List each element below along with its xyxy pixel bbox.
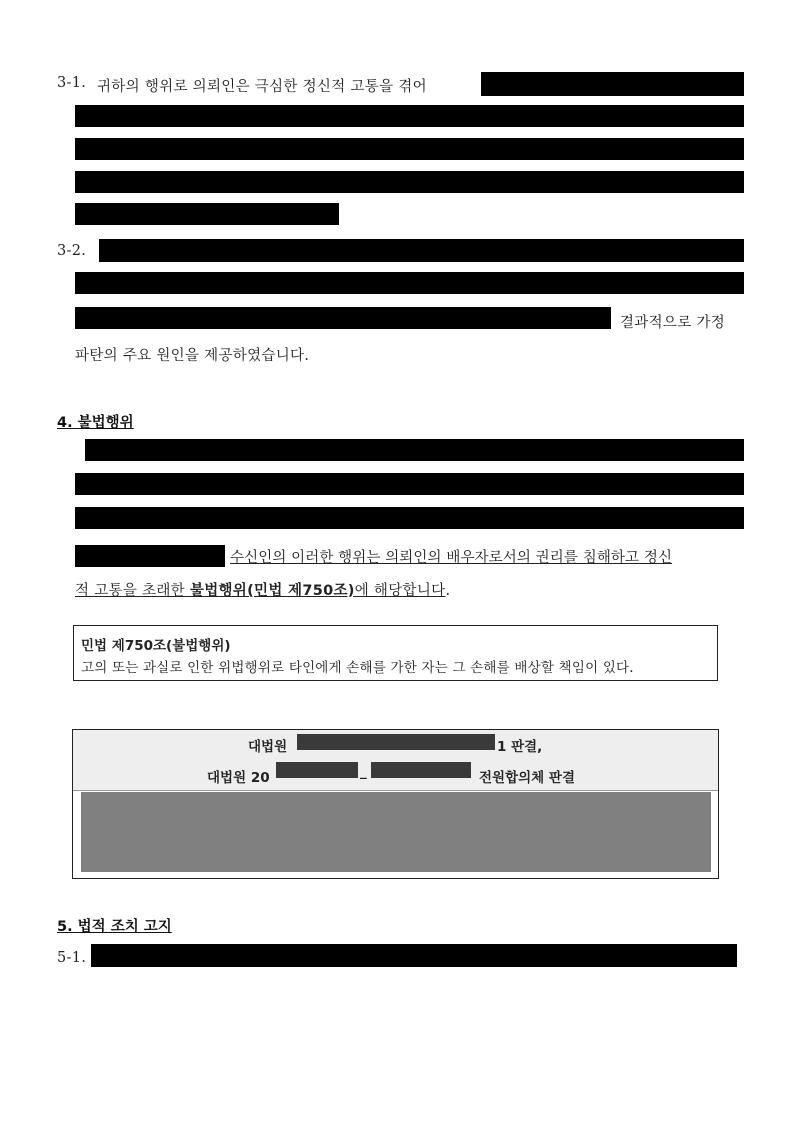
case-line2-post: 전원합의체 판결 — [479, 770, 575, 786]
redaction-bar — [75, 105, 744, 127]
redaction-bar — [99, 239, 744, 262]
redaction-bar — [75, 138, 744, 160]
redaction-bar — [75, 272, 744, 294]
item-3-1-text: 귀하의 행위로 의뢰인은 극심한 정신적 고통을 겪어 — [97, 79, 427, 95]
redaction-bar — [75, 545, 225, 567]
section-4-heading: 4. 불법행위 — [57, 415, 134, 431]
redaction-bar — [85, 439, 744, 461]
case-redaction — [297, 734, 495, 750]
redaction-bar — [481, 72, 744, 96]
case-excerpt-redaction — [81, 792, 711, 872]
law-body: 고의 또는 과실로 인한 위법행위로 타인에게 손해를 가한 자는 그 손해를 배상할 책임이 있다. — [81, 660, 634, 676]
section-4-line5 — [75, 579, 450, 600]
law-citation-box — [73, 625, 718, 681]
section-4-line5-pre: 적 고통을 초래한 — [75, 583, 190, 599]
item-3-1-prefix: 3-1. — [57, 75, 87, 91]
section-4-line5-bold: 불법행위(민법 제750조) — [189, 583, 355, 599]
redaction-bar — [75, 203, 339, 225]
case-line2-mid: _ — [360, 764, 367, 780]
case-citation-box — [72, 729, 719, 879]
case-redaction — [371, 762, 471, 778]
redaction-bar — [75, 473, 744, 495]
item-5-1-prefix: 5-1. — [57, 950, 87, 966]
section-4-line5-post: 에 해당합니다 — [354, 583, 446, 599]
law-title: 민법 제750조(불법행위) — [81, 638, 231, 654]
section-4-line4: 수신인의 이러한 행위는 의뢰인의 배우자로서의 권리를 침해하고 정신 — [230, 550, 673, 566]
redaction-bar — [75, 307, 611, 329]
section-4-line5-period: . — [445, 583, 451, 599]
case-redaction — [276, 762, 358, 778]
item-3-2-prefix: 3-2. — [57, 243, 87, 259]
section-5-heading: 5. 법적 조치 고지 — [57, 919, 172, 935]
case-line1-post: 1 판결, — [497, 739, 543, 755]
redaction-bar — [75, 507, 744, 529]
item-3-2-tail: 결과적으로 가정 — [620, 315, 726, 331]
item-3-2-line4: 파탄의 주요 원인을 제공하였습니다. — [75, 348, 310, 364]
redaction-bar — [91, 944, 737, 967]
case-line1-pre: 대법원 — [248, 739, 288, 755]
case-header — [73, 730, 718, 791]
case-line2-pre: 대법원 20 — [207, 770, 270, 786]
redaction-bar — [75, 171, 744, 193]
